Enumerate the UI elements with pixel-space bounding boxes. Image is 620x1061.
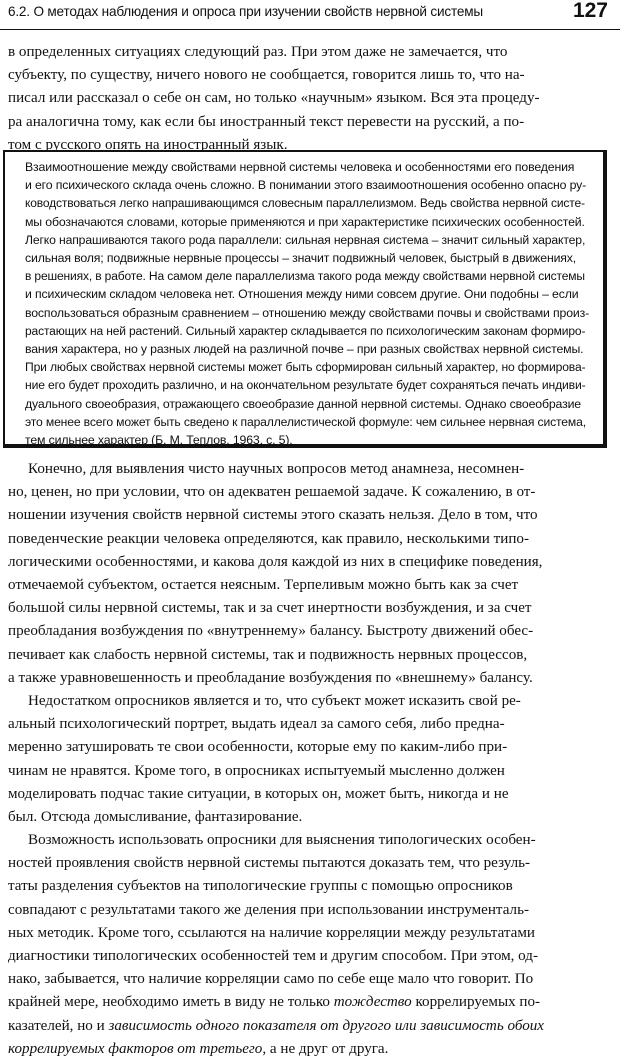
text-line: нако, забывается, что наличие корреляции само по себе еще мало что говорит. По — [8, 971, 534, 988]
text-line: но, ценен, но при условии, что он адекватен решаемой задаче. К сожалению, в от- — [8, 484, 536, 501]
text-line: субъекту, по существу, ничего нового не сообщается, говорится лишь то, что на- — [8, 67, 525, 84]
text-line: в определенных ситуациях следующий раз. При этом даже не замечается, что — [8, 44, 508, 60]
text-run: казателей, но и — [8, 1017, 109, 1034]
italic-run: коррелируемых факторов от третьего — [8, 1040, 263, 1057]
text-line: том с русского опять на иностранный язык. — [8, 136, 288, 153]
quote-line: ководствоваться легко напрашивающимся словесным параллелизмом. Ведь свойства нервной систе- — [25, 196, 585, 211]
text-line: преобладания возбуждения по «внутреннему» балансу. Быстроту движений обес- — [8, 623, 534, 640]
running-header — [0, 0, 620, 30]
italic-run: тождество — [333, 994, 412, 1011]
quote-line: это менее всего может быть сведено к параллелистической формуле: чем сильнее нервная система, — [25, 414, 586, 429]
text-line: писал или рассказал о себе он сам, но только «научным» языком. Вся эта процеду- — [8, 90, 540, 107]
text-line: ношении изучения свойств нервной системы этого сказать нельзя. Дело в том, что — [8, 507, 538, 524]
text-line: поведенческие реакции человека определяются, как правило, несколькими типо- — [8, 530, 529, 547]
quote-line: дуального своеобразия, отражающего своеобразие данной нервной системы. Однако своеобразие — [25, 396, 581, 411]
quote-line: Взаимоотношение между свойствами нервной системы человека и особенностями его поведения — [25, 160, 575, 174]
text-line: а также уравновешенность и преобладание возбуждения по «внешнему» балансу. — [8, 669, 533, 686]
quote-line: и психическим складом человека нет. Отношения между ними совсем другие. Они подобны – если — [25, 287, 579, 302]
paragraph-2 — [8, 458, 612, 690]
text-line: был. Отсюда домысливание, фантазирование. — [8, 809, 303, 826]
text-line: Недостатком опросников является и то, что субъект может исказить свой ре- — [28, 693, 521, 709]
quote-line: При любых свойствах нервной системы может быть сформирован сильный характер, но формирова- — [25, 360, 586, 375]
text-line: печивает как слабость нервной системы, так и подвижность нервных процессов, — [8, 646, 528, 663]
text-line: ра аналогична тому, как если бы иностранный текст перевести на русский, а по- — [8, 113, 525, 130]
quote-line: сильная воля; подвижные нервные процессы – значит подвижный человек, быстрый в движениях, — [25, 251, 577, 266]
text-run: , а не друг от друга. — [262, 1040, 389, 1057]
text-line — [8, 1015, 612, 1038]
text-line: Возможность использовать опросники для выяснения типологических особен- — [28, 832, 536, 848]
text-line: таты разделения субъектов на типологические группы с помощью опросников — [8, 878, 513, 895]
text-line: диагностики типологических особенностей тем и другим способом. При этом, од- — [8, 948, 538, 965]
quote-line: и его психического склада очень сложно. В понимании этого взаимоотношения особенно опасно ру- — [25, 178, 587, 193]
text-line: ных методик. Кроме того, ссылаются на наличие корреляции между результатами — [8, 924, 536, 941]
text-line: ностей проявления свойств нервной системы пытаются доказать тем, что резуль- — [8, 855, 531, 872]
quote-line: ние его будет проходить различно, и на окончательном результате будет сохраняться печать индиви- — [25, 378, 586, 393]
quote-line: мы обозначаются словами, которые применяются и при характеристике психических особенностей. — [25, 214, 585, 229]
running-title: 6.2. О методах наблюдения и опроса при изучении свойств нервной системы — [8, 4, 483, 19]
text-line: совпадают с результатами такого же деления при использовании инструменталь- — [8, 901, 529, 918]
quote-line: воспользоваться образным сравнением – отношению между свойствами почвы и свойствами произ- — [25, 305, 590, 320]
paragraph-4 — [8, 829, 612, 1061]
text-run: коррелируемых по- — [411, 994, 541, 1011]
quote-line: в решениях, в работе. На самом деле параллелизма такого рода между свойствами нервной системы — [25, 269, 585, 284]
paragraph-3 — [8, 690, 612, 829]
quote-line: тем сильнее характер (Б. М. Теплов, 1963, с. 5). — [25, 433, 293, 448]
paragraph-1 — [8, 41, 612, 157]
text-line: отмечаемой субъектом, остается неясным. Терпеливым можно быть как за счет — [8, 577, 519, 594]
italic-run: зависимость одного показателя от другого или зависимость обоих — [108, 1017, 544, 1034]
text-line: альный психологический портрет, выдать идеал за самого себя, либо предна- — [8, 716, 505, 733]
quote-box — [3, 150, 607, 448]
text-line: логическими особенностями, и какова доля каждой из них в специфике поведения, — [8, 553, 543, 570]
quote-line: растающих на ней растений. Сильный характер складывается по психологическим законам формиро- — [25, 323, 586, 338]
text-line: меренно затушировать те свои особенности, которые ему по каким-либо при- — [8, 739, 508, 756]
text-line: большой силы нервной системы, так и за счет инертности возбуждения, и за счет — [8, 600, 532, 617]
text-line: моделировать подчас такие ситуации, в которых он, может быть, никогда и не — [8, 785, 509, 802]
text-line: Конечно, для выявления чисто научных вопросов метод анамнеза, несомнен- — [28, 461, 525, 477]
text-line — [8, 991, 612, 1014]
quote-line: Легко напрашиваются такого рода параллели: сильная нервная система – значит сильный характер, — [25, 232, 586, 247]
page-number: 127 — [572, 0, 608, 22]
quote-line: вания характера, но у разных людей на различной почве – при разных свойствах нервной системы. — [25, 342, 584, 357]
text-line: чинам не нравятся. Кроме того, в опросниках испытуемый мысленно должен — [8, 762, 505, 779]
text-run: крайней мере, необходимо иметь в виду не только — [8, 994, 334, 1011]
text-line — [8, 1038, 612, 1061]
